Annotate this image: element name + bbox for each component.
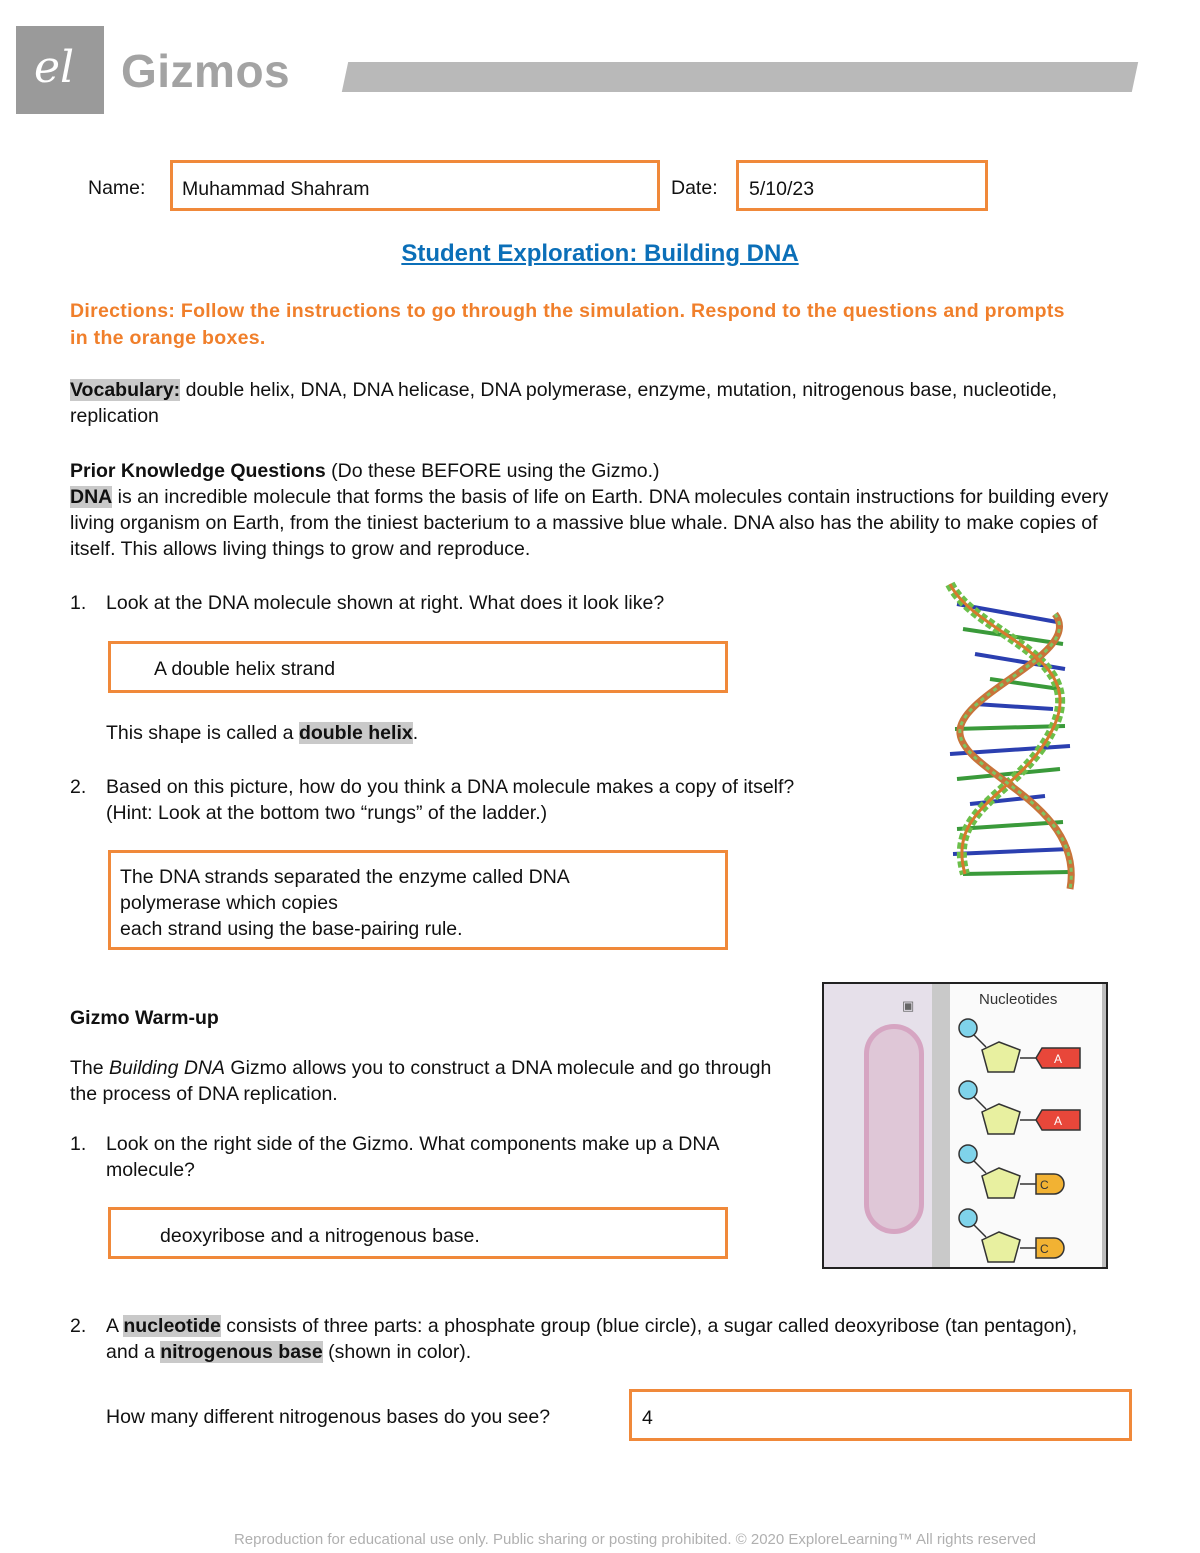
- warmup-intro: [70, 1055, 790, 1107]
- panel-title: Nucleotides: [979, 991, 1058, 1008]
- gizmo-nucleotides-panel: [822, 982, 1108, 1269]
- nitrogenous-base-term: nitrogenous base: [160, 1341, 323, 1363]
- nucleotide-term: nucleotide: [123, 1315, 221, 1337]
- question-text: Look on the right side of the Gizmo. What components make up a DNA molecule?: [106, 1133, 719, 1181]
- intro-text: The: [70, 1057, 110, 1079]
- q1-followup: [106, 720, 418, 746]
- para-text: A: [106, 1315, 124, 1337]
- question-text: Based on this picture, how do you think a DNA molecule makes a copy of itself?: [106, 776, 795, 798]
- question-hint: (Hint: Look at the bottom two “rungs” of the ladder.): [106, 802, 548, 824]
- logo-mark: el: [34, 42, 75, 93]
- intro-text-rest: Gizmo allows you to construct a DNA molecule and go through the process of DNA replication.: [70, 1057, 772, 1105]
- base-label: A: [1054, 1052, 1063, 1066]
- answer-bases: 4: [642, 1407, 653, 1429]
- question-text: Look at the DNA molecule shown at right. What does it look like?: [106, 592, 665, 614]
- warmup-heading: Gizmo Warm-up: [70, 1007, 219, 1029]
- directions: Directions: Follow the instructions to go through the simulation. Respond to the questions and prompts in the orange boxes.: [70, 300, 1065, 349]
- answer-q2-line3: each strand using the base-pairing rule.: [120, 918, 463, 940]
- followup-period: .: [412, 722, 419, 744]
- date-value: 5/10/23: [749, 178, 815, 200]
- answer-warmup-q1: deoxyribose and a nitrogenous base.: [160, 1225, 480, 1247]
- gizmos-brand: Gizmos: [121, 45, 291, 97]
- base-label: C: [1040, 1242, 1049, 1256]
- name-label: Name:: [88, 177, 146, 199]
- question-number: 1.: [70, 1133, 87, 1155]
- base-label: A: [1054, 1114, 1063, 1128]
- vocabulary-list: double helix, DNA, DNA helicase, DNA polymerase, enzyme, mutation, nitrogenous base, nucleotide, replication: [70, 379, 1058, 427]
- name-value: Muhammad Shahram: [182, 178, 370, 200]
- gizmo-name: Building DNA: [109, 1057, 226, 1079]
- prior-intro-paragraph: [70, 484, 1120, 562]
- answer-box-bases[interactable]: [629, 1389, 1132, 1441]
- followup-text: This shape is called a: [106, 722, 299, 744]
- nucleotide-c-1: [959, 1145, 1064, 1198]
- date-label: Date:: [671, 177, 718, 199]
- prior-intro: is an incredible molecule that forms the basis of life on Earth. DNA molecules contain instructions for building every living organism on Earth, from the tiniest bacterium to a massive blue whale. DNA also has the ability to make copies of itself. This allows living things to grow and reproduce.: [70, 486, 1109, 560]
- nucleotide-a-2: [959, 1081, 1080, 1134]
- panel-scrollbar[interactable]: [1102, 984, 1108, 1267]
- header-bar: [342, 62, 1138, 92]
- prior-heading-note: (Do these BEFORE using the Gizmo.): [325, 460, 660, 482]
- date-field[interactable]: [736, 160, 988, 211]
- para-text-end: (shown in color).: [322, 1341, 472, 1363]
- question-text: How many different nitrogenous bases do you see?: [106, 1406, 551, 1428]
- vocabulary-paragraph: [70, 377, 1080, 429]
- cell-organelle: [864, 1024, 924, 1234]
- nucleotide-c-2: [959, 1209, 1064, 1262]
- question-number: 2.: [70, 1315, 87, 1337]
- copyright-footer: Reproduction for educational use only. Public sharing or posting prohibited. © 2020 ExploreLearning™ All rights reserved: [233, 1531, 1037, 1548]
- answer-q2-line2: polymerase which copies: [120, 892, 338, 914]
- explorelearning-logo: [16, 26, 104, 114]
- page-title: Student Exploration: Building DNA: [401, 240, 799, 267]
- answer-box-q1[interactable]: [108, 641, 728, 693]
- nucleotide-icons: [954, 1014, 1094, 1264]
- nucleotide-a-1: [959, 1019, 1080, 1072]
- name-field[interactable]: [170, 160, 660, 211]
- base-label: C: [1040, 1178, 1049, 1192]
- answer-q2-line1: The DNA strands separated the enzyme called DNA: [120, 866, 570, 888]
- double-helix-term: double helix: [298, 722, 413, 744]
- nucleotide-paragraph: [106, 1313, 1106, 1365]
- prior-knowledge-heading: [70, 458, 1120, 484]
- dna-term: DNA: [70, 486, 113, 508]
- vocabulary-label: Vocabulary:: [70, 379, 181, 401]
- dna-helix-image: [935, 574, 1087, 900]
- question-number: 2.: [70, 776, 87, 798]
- prior-heading: Prior Knowledge Questions: [70, 460, 326, 482]
- answer-box-warmup-q1[interactable]: [108, 1207, 728, 1259]
- question-number: 1.: [70, 592, 87, 614]
- answer-box-q2[interactable]: [108, 850, 728, 950]
- answer-q1: A double helix strand: [154, 658, 336, 680]
- para-text-mid: consists of three parts: a phosphate group (blue circle), a sugar called deoxyribose (tan pentagon), and a: [106, 1315, 1078, 1363]
- panel-divider: [932, 984, 950, 1267]
- camera-icon[interactable]: ▣: [902, 998, 915, 1013]
